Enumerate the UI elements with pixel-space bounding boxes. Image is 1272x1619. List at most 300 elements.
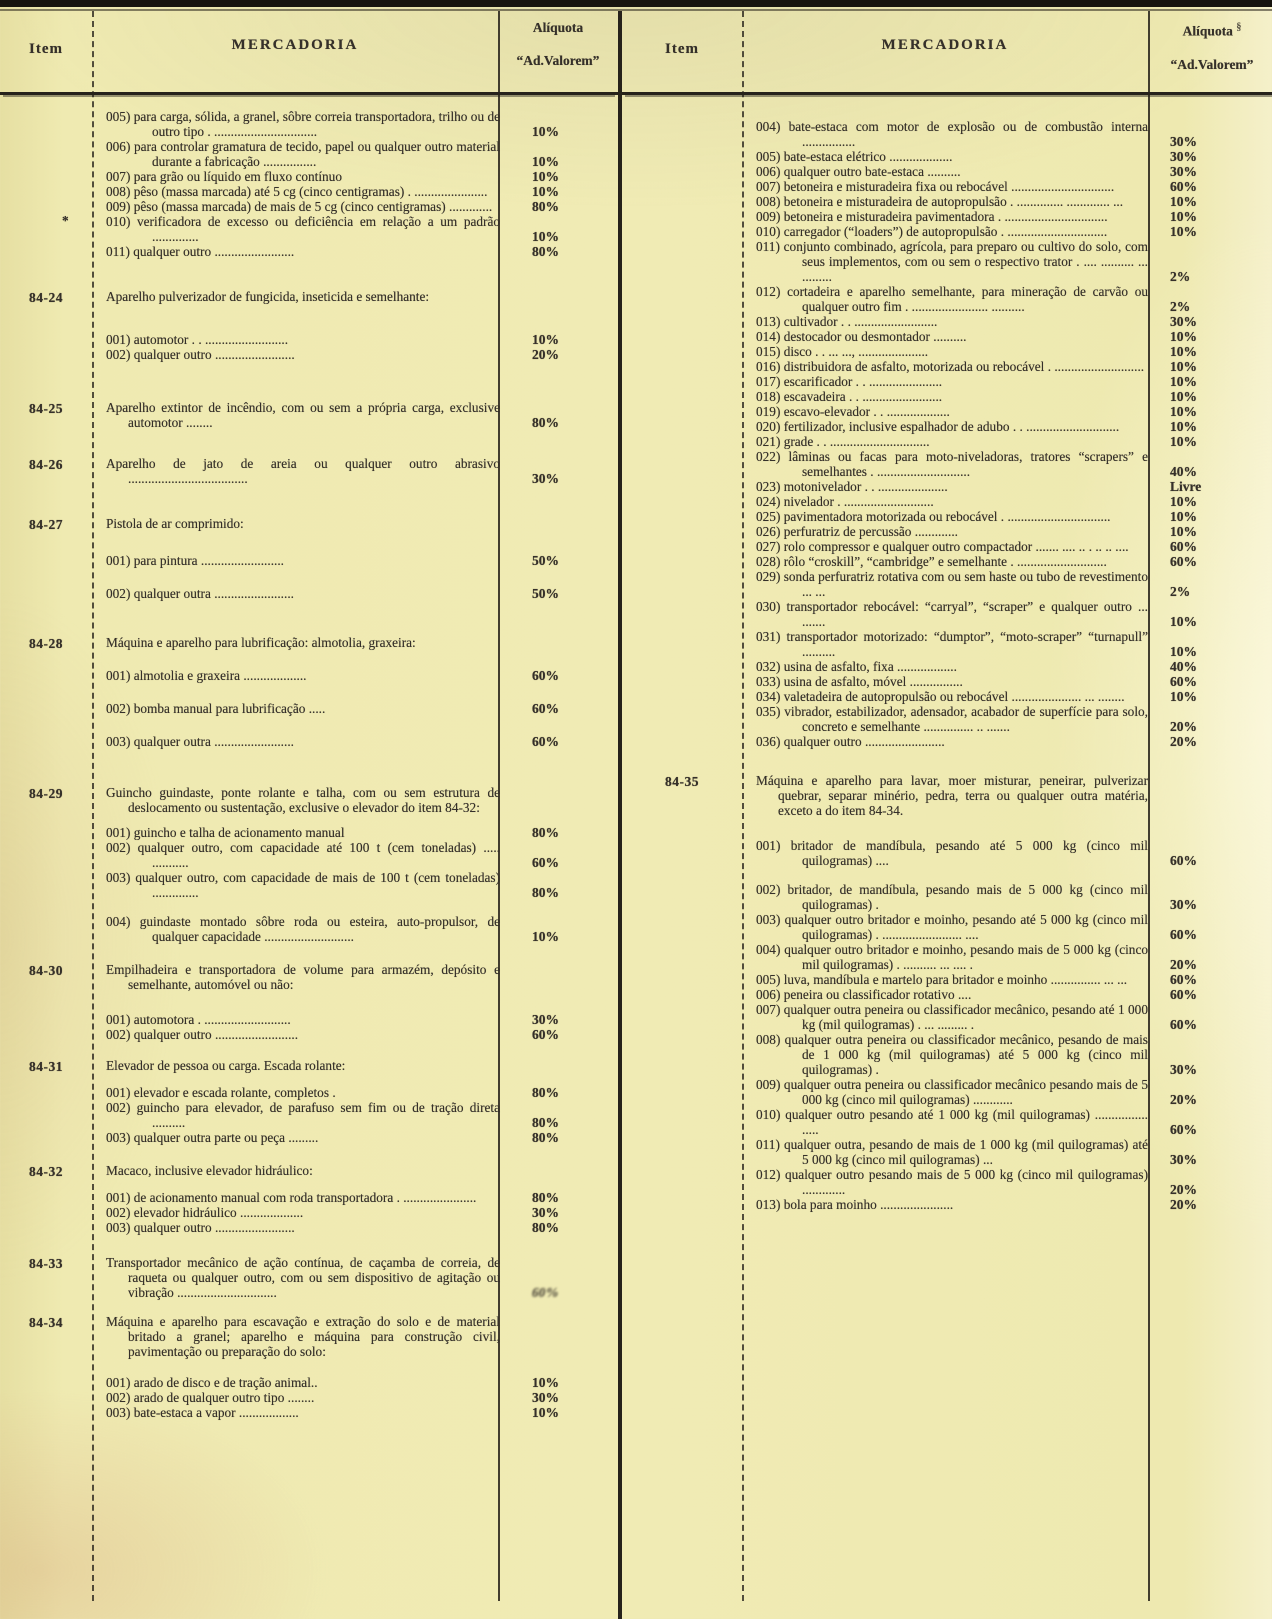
entry-number: 001)	[106, 668, 134, 683]
entry-number: 001)	[106, 1012, 134, 1027]
entry-text: 009) * pêso (massa marcada) de mais de 5 cg (cinco centigramas) .............	[62, 199, 493, 228]
rate-value: 10%	[532, 1405, 559, 1420]
entry-number: 003)	[106, 1405, 134, 1420]
entry-number: 006)	[106, 139, 134, 154]
entry-text: 008) pêso (massa marcada) até 5 cg (cinco centigramas) . ......................	[106, 184, 488, 199]
entry-row	[106, 400, 618, 430]
item-code: 84-24	[29, 290, 63, 305]
entry-row	[756, 329, 1272, 344]
tariff-section	[0, 1163, 618, 1235]
column-header-item: Item	[665, 41, 699, 57]
rate-value: 60%	[1170, 674, 1197, 689]
entry-number: 001)	[106, 332, 134, 347]
entry-text: 013) bola para moinho ......................	[756, 1197, 954, 1212]
rate-value: 20%	[1170, 957, 1197, 972]
rate-value: 80%	[532, 1190, 559, 1205]
rate-value: 60%	[1170, 853, 1197, 868]
entry-text: 002) qualquer outra ........................	[106, 586, 294, 601]
tariff-section	[0, 1255, 618, 1300]
tariff-section	[622, 773, 1272, 1212]
entry-text: 021) grade . . ..............................	[756, 434, 930, 449]
entry-number: 002)	[106, 1390, 134, 1405]
entry-number: 001)	[756, 838, 791, 853]
entry-row	[756, 1137, 1272, 1167]
entry-row	[756, 838, 1272, 868]
entry-number: 026)	[756, 524, 784, 539]
rate-value: 30%	[532, 471, 559, 486]
entry-text: 008) betoneira e misturadeira de autopropulsão . .............. ............. ...	[756, 194, 1124, 209]
entry-number: 009)	[106, 199, 134, 214]
item-code: 84-33	[29, 1256, 63, 1271]
rate-value: 10%	[532, 229, 559, 244]
entry-number: 015)	[756, 344, 784, 359]
entry-row	[106, 701, 618, 716]
rate-value: 40%	[1170, 659, 1197, 674]
rate-value: 10%	[532, 184, 559, 199]
entry-row	[756, 629, 1272, 659]
tariff-table-left	[0, 11, 618, 1619]
rate-value: 30%	[532, 1205, 559, 1220]
entry-number: 021)	[756, 434, 784, 449]
entry-row	[106, 109, 618, 139]
rate-value: 10%	[1170, 644, 1197, 659]
item-code: 84-32	[29, 1164, 63, 1179]
entry-number: 012)	[756, 284, 788, 299]
entry-text: 005) luva, mandíbula e martelo para britador e moinho ............... ... ...	[756, 972, 1128, 987]
entry-number: 001)	[106, 553, 134, 568]
item-code: 84-25	[29, 401, 63, 416]
entry-row	[106, 1190, 618, 1205]
entry-text: 011) qualquer outro ........................	[106, 244, 295, 259]
rate-value: 20%	[1170, 1197, 1197, 1212]
table-header-right	[622, 11, 1272, 95]
rate-value: 10%	[1170, 209, 1197, 224]
entry-number: 008)	[756, 194, 784, 209]
rate-value: 30%	[1170, 897, 1197, 912]
entry-row	[106, 553, 618, 568]
entry-number: 002)	[106, 1100, 137, 1115]
column-header-mercadoria: MERCADORIA	[231, 37, 359, 53]
advalorem-label: “Ad.Valorem”	[1170, 56, 1254, 72]
entry-text: 010) carregador (“loaders”) de autopropulsão . ..............................	[756, 224, 1108, 239]
entry-row	[756, 209, 1272, 224]
entry-row	[106, 586, 618, 601]
section-heading: Macaco, inclusive elevador hidráulico:	[106, 1163, 313, 1178]
entry-row	[756, 509, 1272, 524]
entry-number: 001)	[106, 1085, 134, 1100]
rate-value: 30%	[1170, 1152, 1197, 1167]
entry-row	[106, 214, 618, 244]
rate-value: 2%	[1170, 299, 1191, 314]
entry-text: 025) pavimentadora motorizada ou rebocável . ...............................	[756, 509, 1111, 524]
rate-value: 60%	[530, 1285, 561, 1300]
entry-number: 032)	[756, 659, 784, 674]
section-heading: Empilhadeira e transportadora de volume para armazém, depósito e semelhante, automóvel ou não:	[106, 962, 500, 992]
rate-value: 80%	[532, 1085, 559, 1100]
entry-number: 016)	[756, 359, 784, 374]
aliquota-label: Alíquota	[532, 20, 584, 35]
entry-number: 010)	[756, 224, 784, 239]
rate-value: 40%	[1170, 464, 1197, 479]
item-code: 84-26	[29, 457, 63, 472]
entry-text: 033) usina de asfalto, móvel ................	[756, 674, 963, 689]
entry-row	[106, 870, 618, 900]
section-heading: Máquina e aparelho para lubrificação: almotolia, graxeira:	[106, 635, 416, 650]
tariff-section	[0, 400, 618, 430]
rate-value: 80%	[532, 1115, 559, 1130]
entry-number: 024)	[756, 494, 784, 509]
rate-value: 80%	[532, 1130, 559, 1145]
entry-text: 001) elevador e escada rolante, completos .	[106, 1085, 336, 1100]
entry-text: 011) conjunto combinado, agrícola, para preparo ou cultivo do solo, com seus implementos, com ou sem o respectivo trator . .... .......... ... .........	[756, 239, 1148, 284]
tariff-section	[0, 1314, 618, 1420]
entry-text: 002) qualquer outro ........................	[106, 347, 295, 362]
entry-text: Aparelho de jato de areia ou qualquer outro abrasivo ....................................	[106, 456, 500, 486]
item-code: 84-28	[29, 636, 63, 651]
rate-value: 10%	[1170, 614, 1197, 629]
entry-row	[756, 119, 1272, 149]
entry-text: 007) qualquer outra peneira ou classificador mecânico, pesando até 1 000 kg (mil quilogramas) . ... ......... .	[756, 1002, 1148, 1032]
entry-text: 029) sonda perfuratriz rotativa com ou sem haste ou tubo de revestimento ... ...	[756, 569, 1148, 599]
entry-text: 020) fertilizador, inclusive espalhador de adubo . . ............................	[756, 419, 1120, 434]
rate-value: 10%	[1170, 689, 1197, 704]
column-header-mercadoria: MERCADORIA	[881, 37, 1009, 53]
entry-row	[756, 239, 1272, 284]
entry-number: 035)	[756, 704, 785, 719]
entry-text: 011) qualquer outra, pesando de mais de 1 000 kg (mil quilogramas) até 5 000 kg (cinco mil quilogramas) ...	[756, 1137, 1148, 1167]
entry-text: 028) rôlo “croskill”, “cambridge” e semelhante . ...........................	[756, 554, 1107, 569]
rate-value: 60%	[532, 734, 559, 749]
rate-value: 60%	[532, 701, 559, 716]
rate-value: 10%	[1170, 494, 1197, 509]
entry-row	[756, 479, 1272, 494]
item-code: 84-30	[29, 963, 63, 978]
entry-row	[106, 1220, 618, 1235]
rate-value: 80%	[532, 415, 559, 430]
rate-value: 30%	[532, 1390, 559, 1405]
entry-text: 007) para grão ou líquido em fluxo contínuo	[106, 169, 342, 184]
entry-text: 008) qualquer outra peneira ou classificador mecânico, pesando de mais de 1 000 kg (mil quilogramas) até 5 000 kg (cinco mil quilogramas) .	[756, 1032, 1148, 1077]
entry-row	[756, 569, 1272, 599]
entry-text: 010) verificadora de excesso ou deficiência em relação a um padrão ..............	[106, 214, 500, 244]
entry-row	[756, 164, 1272, 179]
entry-row	[756, 359, 1272, 374]
entry-number: 005)	[756, 972, 784, 987]
rate-value: 10%	[1170, 329, 1197, 344]
entry-text: 001) arado de disco e de tração animal..	[106, 1375, 318, 1390]
entry-number: 034)	[756, 689, 784, 704]
entry-number: 003)	[106, 1130, 134, 1145]
entry-number: 002)	[106, 1205, 134, 1220]
entry-number: 019)	[756, 404, 784, 419]
rate-value: 50%	[532, 586, 559, 601]
entry-row	[756, 554, 1272, 569]
advalorem-label: “Ad.Valorem”	[516, 53, 600, 68]
entry-text: 027) rolo compressor e qualquer outro compactador ....... .... .. . .. .. ....	[756, 539, 1129, 554]
entry-number: 036)	[756, 734, 784, 749]
entry-number: 005)	[756, 149, 784, 164]
entry-row	[756, 1032, 1272, 1077]
entry-row	[756, 419, 1272, 434]
entry-number: 027)	[756, 539, 784, 554]
rate-value: 30%	[1170, 149, 1197, 164]
entry-text: 022) lâminas ou facas para moto-niveladoras, tratores “scrapers” e semelhantes . ............................	[756, 449, 1149, 479]
rate-value: 2%	[1170, 584, 1191, 599]
entry-number: 008)	[106, 184, 134, 199]
entry-row	[756, 882, 1272, 912]
entry-text: 013) cultivador . . .........................	[756, 314, 938, 329]
entry-number: 017)	[756, 374, 784, 389]
rate-value: 2%	[1170, 269, 1191, 284]
entry-number: 014)	[756, 329, 784, 344]
table-body-right	[622, 95, 1272, 1212]
tariff-section	[0, 109, 618, 259]
ink-mark: §	[1236, 22, 1242, 33]
entry-row	[756, 179, 1272, 194]
entry-text: 004) bate-estaca com motor de explosão ou de combustão interna ................	[756, 119, 1148, 149]
item-code	[0, 109, 92, 259]
table-body-left	[0, 95, 618, 1420]
entry-number: 023)	[756, 479, 784, 494]
entry-row	[106, 1405, 618, 1420]
tariff-section	[0, 962, 618, 1042]
entry-text: 005) bate-estaca elétrico ...................	[756, 149, 953, 164]
rate-value: 10%	[1170, 344, 1197, 359]
entry-number: 029)	[756, 569, 784, 584]
section-heading: Guincho guindaste, ponte rolante e talha, com ou sem estrutura de deslocamento ou sustentação, exclusive o elevador do item 84-32:	[106, 785, 500, 815]
entry-text: 001) britador de mandíbula, pesando até 5 000 kg (cinco mil quilogramas) ....	[756, 838, 1148, 868]
entry-number: 004)	[106, 914, 140, 929]
entry-text: 002) qualquer outro .........................	[106, 1027, 299, 1042]
entry-number: 004)	[756, 942, 785, 957]
rate-value: 60%	[1170, 539, 1197, 554]
rate-value: 30%	[1170, 134, 1197, 149]
entry-row	[106, 1100, 618, 1130]
entry-text: 003) qualquer outra ........................	[106, 734, 294, 749]
entry-text: 004) guindaste montado sôbre roda ou esteira, auto-propulsor, de qualquer capacidade ...........................	[106, 914, 500, 944]
entry-text: 002) guincho para elevador, de parafuso sem fim ou de tração direta ..........	[106, 1100, 500, 1130]
rate-value: 30%	[1170, 1062, 1197, 1077]
entry-row	[106, 1027, 618, 1042]
rate-value: 60%	[1170, 179, 1197, 194]
entry-text: Transportador mecânico de ação contínua, de caçamba de correia, de raqueta ou qualquer outro, com ou sem dispositivo de agitação ou vibração ..............................	[106, 1255, 500, 1300]
column-header-aliquota	[1148, 19, 1272, 73]
entry-text: 001) de acionamento manual com roda transportadora . ......................	[106, 1190, 477, 1205]
entry-row	[756, 942, 1272, 972]
rate-value: 30%	[1170, 314, 1197, 329]
entry-number: 007)	[756, 1002, 784, 1017]
entry-row	[756, 912, 1272, 942]
entry-number: 033)	[756, 674, 784, 689]
entry-text: 003) qualquer outro britador e moinho, pesando até 5 000 kg (cinco mil quilogramas) . ........................ ....	[756, 912, 1148, 942]
entry-row	[106, 1255, 618, 1300]
tariff-table-right	[618, 11, 1272, 1619]
rate-value: 60%	[1170, 554, 1197, 569]
entry-row	[106, 1390, 618, 1405]
rate-value: 80%	[532, 825, 559, 840]
entry-row	[106, 456, 618, 486]
entry-text: 003) qualquer outro ........................	[106, 1220, 295, 1235]
section-heading: Elevador de pessoa ou carga. Escada rolante:	[106, 1058, 346, 1073]
entry-number: 002)	[756, 882, 788, 897]
aliquota-label: Alíquota §	[1182, 22, 1242, 39]
entry-text: 002) qualquer outro, com capacidade até 100 t (cem toneladas) ..... ...........	[106, 840, 500, 870]
entry-row	[756, 539, 1272, 554]
rate-value: 10%	[1170, 434, 1197, 449]
entry-row	[756, 689, 1272, 704]
entry-row	[756, 972, 1272, 987]
entry-row	[106, 244, 618, 259]
entry-text: 003) qualquer outra parte ou peça .........	[106, 1130, 319, 1145]
rate-value: 10%	[1170, 524, 1197, 539]
entry-text: 036) qualquer outro ........................	[756, 734, 945, 749]
rate-value: 10%	[1170, 224, 1197, 239]
rate-value: 20%	[1170, 734, 1197, 749]
rate-value: 60%	[1170, 1122, 1197, 1137]
entry-text: 032) usina de asfalto, fixa ..................	[756, 659, 957, 674]
entry-text: 024) nivelador . ...........................	[756, 494, 934, 509]
rate-value: 10%	[1170, 374, 1197, 389]
entry-row	[106, 1205, 618, 1220]
rate-value: 10%	[1170, 404, 1197, 419]
entry-row	[756, 987, 1272, 1002]
entry-text: 012) cortadeira e aparelho semelhante, para mineração de carvão ou qualquer outro fim . ....................... ..........	[756, 284, 1149, 314]
tariff-section	[0, 785, 618, 944]
entry-text: 005) para carga, sólida, a granel, sôbre correia transportadora, trilho ou de outro tipo . ...............................	[106, 109, 500, 139]
entry-text: 034) valetadeira de autopropulsão ou rebocável ..................... ... ........	[756, 689, 1125, 704]
entry-text: 001) automotor . . .........................	[106, 332, 289, 347]
entry-number: 018)	[756, 389, 784, 404]
entry-row	[756, 1002, 1272, 1032]
entry-row	[756, 494, 1272, 509]
entry-text: 004) qualquer outro britador e moinho, pesando mais de 5 000 kg (cinco mil quilogramas) . .......... ... .... .	[756, 942, 1149, 972]
rate-value: 60%	[532, 855, 559, 870]
entry-text: 026) perfuratriz de percussão .............	[756, 524, 958, 539]
entry-row	[756, 149, 1272, 164]
rate-value: 10%	[1170, 419, 1197, 434]
entry-text: 002) bomba manual para lubrificação .....	[106, 701, 326, 716]
rate-value: 10%	[1170, 194, 1197, 209]
section-heading: Aparelho pulverizador de fungicida, inseticida e semelhante:	[106, 289, 430, 304]
entry-row	[756, 1197, 1272, 1212]
entry-number: 025)	[756, 509, 784, 524]
entry-number: 002)	[106, 586, 134, 601]
entry-number: 010)	[756, 1107, 786, 1122]
section-heading: Máquina e aparelho para lavar, moer misturar, peneirar, pulverizar quebrar, separar minério, pedra, terra ou qualquer outra matéria, exceto a do item 84-34.	[756, 773, 1148, 818]
rate-value: 10%	[532, 124, 559, 139]
entry-number: 031)	[756, 629, 787, 644]
rate-value: 60%	[532, 668, 559, 683]
rate-value: 20%	[532, 347, 559, 362]
entry-number: 002)	[106, 840, 138, 855]
rate-value: 30%	[532, 1012, 559, 1027]
entry-number: 020)	[756, 419, 784, 434]
entry-number: 004)	[756, 119, 789, 134]
entry-row	[106, 347, 618, 362]
item-code: 84-34	[29, 1315, 63, 1330]
entry-number: 013)	[756, 314, 784, 329]
rate-value: 60%	[1170, 987, 1197, 1002]
entry-row	[106, 734, 618, 749]
rate-value: 80%	[532, 885, 559, 900]
entry-number: 008)	[756, 1032, 785, 1047]
entry-number: 001)	[106, 1190, 134, 1205]
entry-number: 010)	[106, 214, 137, 229]
entry-row	[756, 434, 1272, 449]
entry-text: 001) para pintura .........................	[106, 553, 285, 568]
entry-text: 014) destocador ou desmontador ..........	[756, 329, 967, 344]
rate-value: 80%	[532, 199, 559, 214]
entry-text: 031) transportador motorizado: “dumptor”, “moto-scraper” “turnapull” ..........	[756, 629, 1148, 659]
entry-number: 006)	[756, 987, 784, 1002]
tariff-section	[0, 516, 618, 601]
entry-row	[756, 314, 1272, 329]
entry-text: Aparelho extintor de incêndio, com ou sem a própria carga, exclusive automotor ........	[106, 400, 500, 430]
tariff-section	[0, 289, 618, 362]
entry-text: 006) para controlar gramatura de tecido, papel ou qualquer outro material durante a fabricação ................	[106, 139, 500, 169]
entry-text: 006) peneira ou classificador rotativo ....	[756, 987, 972, 1002]
item-code: 84-35	[665, 774, 699, 789]
entry-row	[756, 734, 1272, 749]
entry-number: 006)	[756, 164, 784, 179]
page-top-edge	[0, 0, 1272, 7]
entry-text: 003) qualquer outro, com capacidade de mais de 100 t (cem toneladas) ..............	[106, 870, 501, 900]
rate-value: 60%	[532, 1027, 559, 1042]
entry-row	[106, 169, 618, 184]
rate-value: 10%	[532, 1375, 559, 1390]
entry-number: 002)	[106, 1027, 134, 1042]
item-code: 84-31	[29, 1059, 63, 1074]
rate-value: 80%	[532, 244, 559, 259]
entry-number: 007)	[756, 179, 784, 194]
tariff-section	[622, 119, 1272, 749]
rate-value: 30%	[1170, 164, 1197, 179]
entry-text: 003) bate-estaca a vapor ..................	[106, 1405, 299, 1420]
entry-number: 002)	[106, 347, 134, 362]
entry-text: 017) escarificador . . ......................	[756, 374, 943, 389]
entry-row	[756, 374, 1272, 389]
entry-row	[756, 284, 1272, 314]
entry-row	[106, 840, 618, 870]
entry-text: 030) transportador rebocável: “carryal”, “scraper” e qualquer outro ... .......	[756, 599, 1149, 629]
rate-value: 60%	[1170, 972, 1197, 987]
rate-value: 10%	[532, 154, 559, 169]
section-heading: Pistola de ar comprimido:	[106, 516, 244, 531]
entry-number: 001)	[106, 1375, 134, 1390]
entry-number: 011)	[106, 244, 134, 259]
rate-value: 10%	[1170, 389, 1197, 404]
entry-text: 018) escavadeira . . ........................	[756, 389, 943, 404]
entry-row	[106, 1375, 618, 1390]
entry-number: 003)	[106, 734, 134, 749]
entry-row	[756, 599, 1272, 629]
entry-text: 035) vibrador, estabilizador, adensador, acabador de superfície para solo, concreto e semelhante ............... .. .......	[756, 704, 1148, 734]
entry-text: 019) escavo-elevador . . ...................	[756, 404, 950, 419]
entry-number: 009)	[756, 209, 784, 224]
entry-row	[756, 224, 1272, 239]
entry-text: 001) guincho e talha de acionamento manual	[106, 825, 345, 840]
entry-row	[106, 1012, 618, 1027]
entry-row	[756, 674, 1272, 689]
entry-text: 001) automotora . ..........................	[106, 1012, 291, 1027]
entry-number: 002)	[106, 701, 134, 716]
entry-number: 005)	[106, 109, 134, 124]
entry-number: 009)	[756, 1077, 784, 1092]
entry-row	[756, 449, 1272, 479]
column-header-aliquota	[498, 19, 618, 69]
entry-row	[756, 404, 1272, 419]
rate-value: 10%	[1170, 509, 1197, 524]
